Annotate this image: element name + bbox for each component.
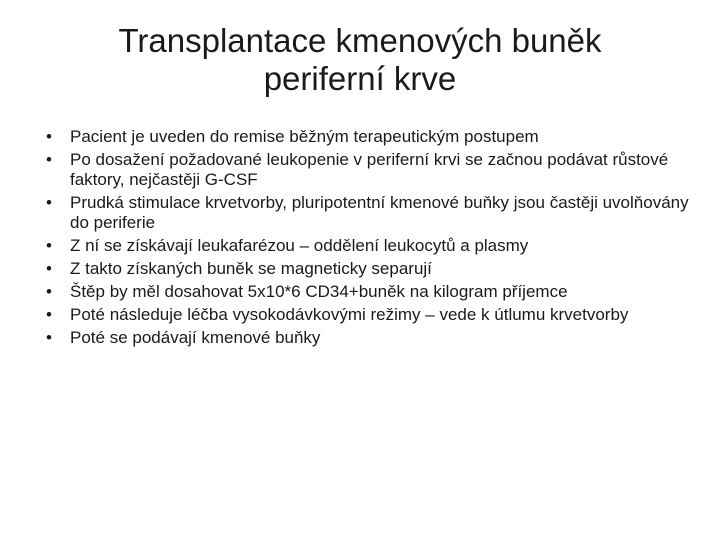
- bullet-dot-icon: •: [46, 127, 52, 146]
- bullet-list: [36, 127, 696, 351]
- bullet-item: [36, 259, 696, 279]
- bullet-text: Z ní se získávají leukafarézou – oddělení leukocytů a plasmy: [70, 236, 529, 255]
- bullet-dot-icon: •: [46, 193, 52, 212]
- bullet-dot-icon: •: [46, 282, 52, 301]
- bullet-item: [36, 282, 696, 302]
- bullet-dot-icon: •: [46, 328, 52, 347]
- bullet-dot-icon: •: [46, 150, 52, 169]
- bullet-text: Prudká stimulace krvetvorby, pluripotentní kmenové buňky jsou častěji uvolňovány do periferie: [70, 193, 689, 232]
- title-line-1: Transplantace kmenových buněk: [118, 22, 602, 59]
- bullet-text: Po dosažení požadované leukopenie v periferní krvi se začnou podávat růstové faktory, nejčastěji G-CSF: [70, 150, 669, 189]
- bullet-dot-icon: •: [46, 236, 52, 255]
- bullet-dot-icon: •: [46, 305, 52, 324]
- bullet-item: [36, 150, 696, 190]
- bullet-text: Pacient je uveden do remise běžným terapeutickým postupem: [70, 127, 539, 146]
- bullet-text: Poté následuje léčba vysokodávkovými režimy – vede k útlumu krvetvorby: [70, 305, 629, 324]
- slide-title: [60, 22, 660, 98]
- bullet-dot-icon: •: [46, 259, 52, 278]
- bullet-item: [36, 305, 696, 325]
- bullet-item: [36, 193, 696, 233]
- bullet-item: [36, 127, 696, 147]
- bullet-text: Poté se podávají kmenové buňky: [70, 328, 321, 347]
- bullet-text: Štěp by měl dosahovat 5x10*6 CD34+buněk na kilogram příjemce: [70, 282, 568, 301]
- bullet-item: [36, 328, 696, 348]
- bullet-text: Z takto získaných buněk se magneticky separují: [70, 259, 432, 278]
- bullet-item: [36, 236, 696, 256]
- title-line-2: periferní krve: [263, 60, 457, 97]
